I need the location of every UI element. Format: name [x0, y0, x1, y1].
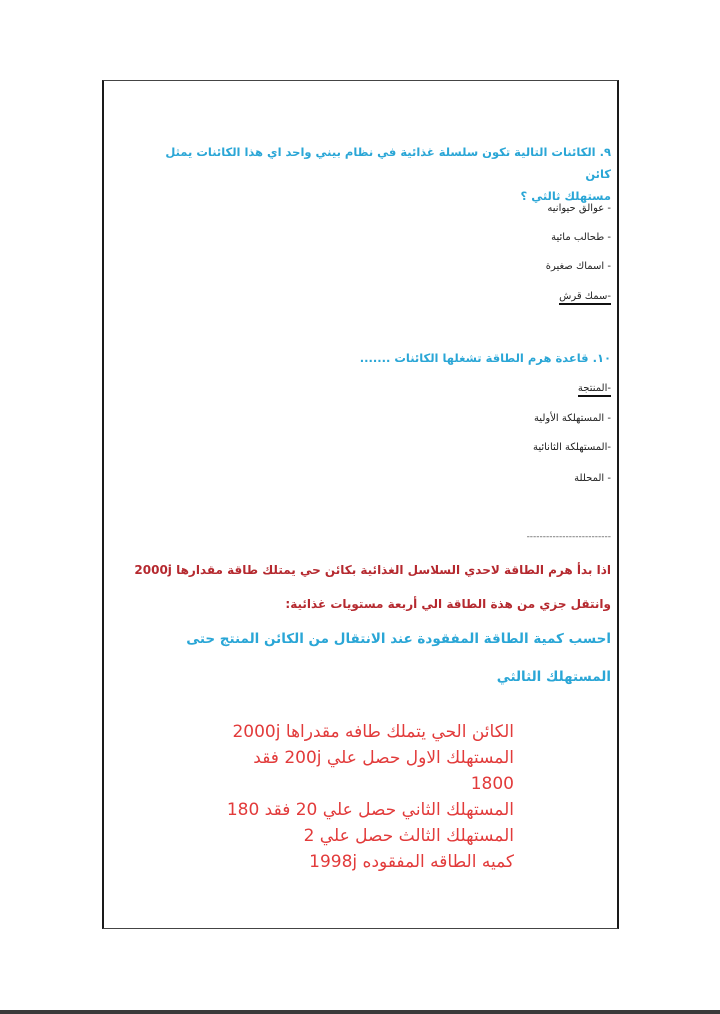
- problem-line4: المستهلك الثالثي: [496, 669, 611, 685]
- q9-option-3: - اسماك صغيرة: [545, 261, 611, 272]
- q10-option-2: - المستهلكة الأولية: [533, 413, 611, 424]
- q10-option-1-underlined: -المنتجة: [578, 383, 611, 397]
- answer-line-1: الكائن الحي يتملك طافه مقدراها 2000j: [232, 722, 514, 742]
- problem-line1: اذا بدأ هرم الطاقة لاحدي السلاسل الغذائية بكائن حي يمتلك طاقة مقدارها 2000j: [134, 563, 611, 577]
- answer-line-6: كميه الطاقه المفقوده 1998j: [309, 852, 514, 872]
- question-9-line1: ٩. الكائنات التالية تكون سلسلة غذائية في نظام بيني واحد اي هذا الكائنات يمثل كائن: [165, 145, 611, 181]
- question-10-title: ١٠. قاعدة هرم الطاقة تشغلها الكائنات .......: [359, 351, 611, 365]
- separator-line: --------------------------: [526, 532, 611, 542]
- handwritten-answer: [204, 719, 514, 875]
- answer-line-3: 1800: [470, 774, 514, 794]
- problem-line3: احسب كمية الطاقة المفقودة عند الانتقال من الكائن المنتج حتى: [186, 631, 611, 647]
- q10-option-3: -المستهلكة الثانائية: [532, 442, 611, 453]
- question-9-text: [144, 141, 611, 207]
- document-page: [102, 80, 619, 929]
- q10-option-1: [578, 383, 611, 397]
- q9-option-4-underlined: -سمك قرش: [559, 291, 611, 305]
- answer-line-5: المستهلك الثالث حصل علي 2: [303, 826, 514, 846]
- answer-line-4: المستهلك الثاني حصل علي 20 فقد 180: [226, 800, 514, 820]
- question-9-line2: مستهلك ثالثي ؟: [520, 189, 611, 203]
- q9-option-1: - عوالق حيوانيه: [547, 203, 611, 214]
- bottom-edge-bar: [0, 1010, 720, 1014]
- problem-line2: وانتقل جزي من هذة الطاقة الي أربعة مستويات غذائية:: [285, 597, 611, 611]
- answer-line-2: المستهلك الاول حصل علي 200j فقد: [253, 748, 514, 768]
- q10-option-4: - المحللة: [574, 473, 611, 484]
- q9-option-4: [559, 291, 611, 305]
- q9-option-2: - طحالب مائية: [551, 232, 611, 243]
